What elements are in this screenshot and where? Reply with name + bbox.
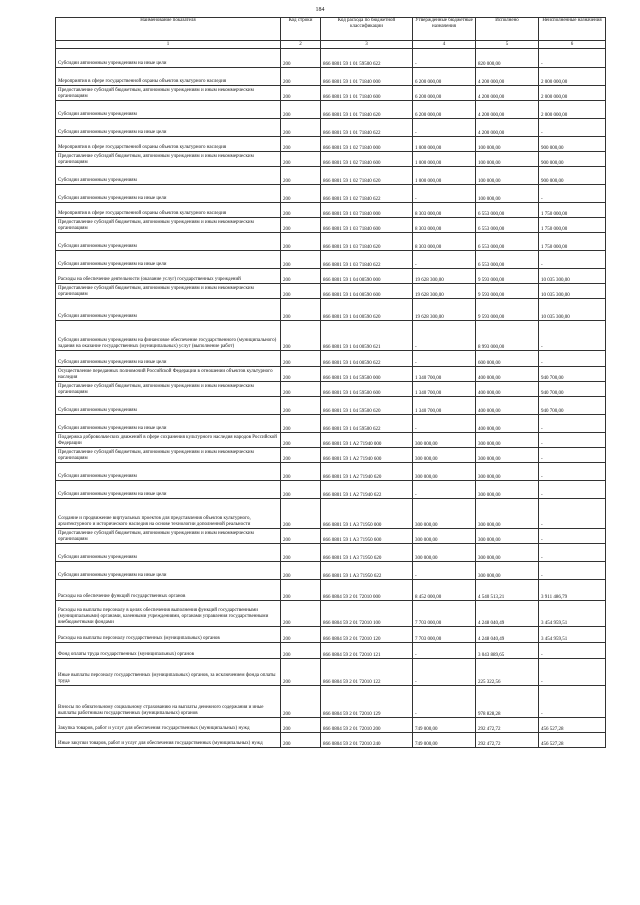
row-line-code: 200 <box>281 269 321 284</box>
row-executed: 9 593 000,00 <box>476 299 539 321</box>
row-approved: - <box>413 321 476 351</box>
row-name: Предоставление субсидий бюджетным, автономным учреждениям и иным некоммерческим организациям <box>56 448 281 463</box>
row-line-code: 200 <box>281 351 321 367</box>
row-budget-code: 866 0804 59 2 01 72010 100 <box>321 601 413 627</box>
row-executed: 6 553 000,00 <box>476 251 539 269</box>
row-unexecuted: - <box>539 351 606 367</box>
row-budget-code: 866 0801 59 1 03 71840 600 <box>321 218 413 233</box>
row-budget-code: 866 0801 59 1 A3 71950 622 <box>321 562 413 580</box>
row-name: Расходы на выплаты персоналу государственных (муниципальных) органов <box>56 627 281 643</box>
row-budget-code: 866 0801 59 1 04 59500 600 <box>321 382 413 397</box>
row-unexecuted: - <box>539 119 606 137</box>
row-budget-code: 866 0801 59 1 01 71840 620 <box>321 101 413 119</box>
row-approved: - <box>413 119 476 137</box>
row-line-code: 200 <box>281 415 321 433</box>
row-line-code: 200 <box>281 49 321 68</box>
row-unexecuted: 940 700,00 <box>539 397 606 415</box>
row-budget-code: 866 0801 59 1 A3 71950 620 <box>321 544 413 562</box>
row-unexecuted: - <box>539 448 606 463</box>
row-name: Фонд оплаты труда государственных (муниципальных) органов <box>56 643 281 659</box>
row-unexecuted: - <box>539 415 606 433</box>
header-budget-code: Код расхода по бюджетной классификации <box>321 18 413 41</box>
table-row <box>56 137 606 152</box>
row-name: Расходы на выплаты персоналу в целях обеспечения выполнения функций государственными (муниципальными) органами, казенными учреждениями, органами управления государственными внебюджетными фондами <box>56 601 281 627</box>
row-line-code: 200 <box>281 463 321 481</box>
row-approved: 1 000 000,00 <box>413 152 476 167</box>
table-row <box>56 499 606 529</box>
row-unexecuted: 10 035 300,00 <box>539 299 606 321</box>
row-budget-code: 866 0801 59 1 04 59500 622 <box>321 415 413 433</box>
table-row <box>56 233 606 251</box>
row-budget-code: 866 0801 59 1 03 71840 622 <box>321 251 413 269</box>
row-unexecuted: - <box>539 643 606 659</box>
row-budget-code: 866 0804 59 2 01 72010 129 <box>321 686 413 718</box>
row-executed: 300 000,00 <box>476 499 539 529</box>
row-budget-code: 866 0801 59 1 A2 71940 000 <box>321 433 413 448</box>
row-budget-code: 866 0801 59 1 A3 71950 600 <box>321 529 413 544</box>
row-approved: 19 628 300,00 <box>413 269 476 284</box>
column-number: 6 <box>539 41 606 49</box>
row-budget-code: 866 0801 59 1 A3 71950 000 <box>321 499 413 529</box>
row-name: Осуществление переданных полномочий Российской Федерации в отношении объектов культурного наследия <box>56 367 281 382</box>
row-budget-code: 866 0801 59 1 02 71840 600 <box>321 152 413 167</box>
row-budget-code: 866 0804 59 2 01 72010 240 <box>321 733 413 748</box>
row-approved: - <box>413 351 476 367</box>
row-unexecuted: - <box>539 686 606 718</box>
row-executed: 300 000,00 <box>476 448 539 463</box>
row-unexecuted: - <box>539 185 606 203</box>
row-line-code: 200 <box>281 284 321 299</box>
row-executed: 100 000,00 <box>476 167 539 185</box>
row-unexecuted: 3 454 959,51 <box>539 601 606 627</box>
header-row <box>56 18 606 41</box>
row-name: Расходы на обеспечение деятельности (оказание услуг) государственных учреждений <box>56 269 281 284</box>
row-line-code: 200 <box>281 433 321 448</box>
row-executed: 300 000,00 <box>476 463 539 481</box>
table-row <box>56 733 606 748</box>
row-name: Субсидии автономным учреждениям на иные цели <box>56 49 281 68</box>
row-budget-code: 866 0801 59 1 01 71840 622 <box>321 119 413 137</box>
page-number: 184 <box>315 7 325 13</box>
row-approved: 1 000 000,00 <box>413 167 476 185</box>
row-name: Субсидии автономным учреждениям <box>56 167 281 185</box>
row-budget-code: 866 0801 59 1 03 71840 000 <box>321 203 413 218</box>
row-approved: 300 000,00 <box>413 544 476 562</box>
row-name: Субсидии автономным учреждениям <box>56 397 281 415</box>
row-name: Предоставление субсидий бюджетным, автономным учреждениям и иным некоммерческим организациям <box>56 382 281 397</box>
row-executed: 6 553 000,00 <box>476 218 539 233</box>
row-unexecuted: 1 750 000,00 <box>539 218 606 233</box>
row-approved: - <box>413 659 476 686</box>
table-row <box>56 185 606 203</box>
row-line-code: 200 <box>281 137 321 152</box>
row-name: Предоставление субсидий бюджетным, автономным учреждениям и иным некоммерческим организациям <box>56 529 281 544</box>
table-row <box>56 481 606 499</box>
row-approved: 19 628 300,00 <box>413 299 476 321</box>
row-name: Взносы по обязательному социальному страхованию на выплаты денежного содержания и иные выплаты работникам государственных (муниципальных) органов <box>56 686 281 718</box>
row-name: Расходы на обеспечение функций государственных органов <box>56 580 281 601</box>
row-approved: - <box>413 562 476 580</box>
table-row <box>56 397 606 415</box>
row-line-code: 200 <box>281 643 321 659</box>
row-budget-code: 866 0801 59 1 A2 71940 600 <box>321 448 413 463</box>
row-budget-code: 866 0804 59 2 01 72010 120 <box>321 627 413 643</box>
row-unexecuted: 940 700,00 <box>539 382 606 397</box>
row-budget-code: 866 0801 59 1 A2 71940 620 <box>321 463 413 481</box>
row-unexecuted: 3 911 486,79 <box>539 580 606 601</box>
row-executed: 4 200 000,00 <box>476 68 539 86</box>
row-budget-code: 866 0801 59 1 04 00590 600 <box>321 284 413 299</box>
row-approved: 300 000,00 <box>413 448 476 463</box>
row-name: Закупка товаров, работ и услуг для обеспечения государственных (муниципальных) нужд <box>56 718 281 733</box>
row-executed: 292 472,72 <box>476 718 539 733</box>
row-approved: 8 452 000,00 <box>413 580 476 601</box>
row-approved: - <box>413 49 476 68</box>
row-unexecuted: 1 750 000,00 <box>539 203 606 218</box>
row-line-code: 200 <box>281 499 321 529</box>
row-unexecuted: - <box>539 659 606 686</box>
row-line-code: 200 <box>281 580 321 601</box>
row-unexecuted: 900 000,00 <box>539 152 606 167</box>
row-budget-code: 866 0801 59 1 04 59500 620 <box>321 397 413 415</box>
row-name: Субсидии автономным учреждениям на иные цели <box>56 251 281 269</box>
row-line-code: 200 <box>281 167 321 185</box>
row-unexecuted: 2 000 000,00 <box>539 101 606 119</box>
table-row <box>56 529 606 544</box>
row-name: Субсидии автономным учреждениям <box>56 101 281 119</box>
table-row <box>56 718 606 733</box>
table-row <box>56 68 606 86</box>
table-row <box>56 351 606 367</box>
row-budget-code: 866 0801 59 1 04 00590 621 <box>321 321 413 351</box>
table-row <box>56 382 606 397</box>
row-name: Субсидии автономным учреждениям <box>56 544 281 562</box>
table-row <box>56 299 606 321</box>
row-unexecuted: - <box>539 251 606 269</box>
row-executed: 6 553 000,00 <box>476 203 539 218</box>
row-name: Мероприятия в сфере государственной охраны объектов культурного наследия <box>56 203 281 218</box>
row-name: Субсидии автономным учреждениям на финансовое обеспечение государственного (муниципального) задания на оказание государственных (муниципальных) услуг (выполнение работ) <box>56 321 281 351</box>
header-approved: Утвержденные бюджетные назначения <box>413 18 476 41</box>
row-executed: 9 593 000,00 <box>476 269 539 284</box>
row-executed: 4 248 040,49 <box>476 601 539 627</box>
table-row <box>56 119 606 137</box>
row-approved: 1 340 700,00 <box>413 367 476 382</box>
row-line-code: 200 <box>281 367 321 382</box>
table-row <box>56 627 606 643</box>
table-row <box>56 580 606 601</box>
row-budget-code: 866 0804 59 2 01 72010 200 <box>321 718 413 733</box>
row-line-code: 200 <box>281 185 321 203</box>
row-name: Мероприятия в сфере государственной охраны объектов культурного наследия <box>56 68 281 86</box>
row-line-code: 200 <box>281 119 321 137</box>
row-line-code: 200 <box>281 481 321 499</box>
row-approved: 7 703 000,00 <box>413 627 476 643</box>
row-executed: 400 000,00 <box>476 415 539 433</box>
row-approved: - <box>413 415 476 433</box>
row-name: Субсидии автономным учреждениям на иные цели <box>56 351 281 367</box>
row-line-code: 200 <box>281 601 321 627</box>
row-budget-code: 866 0801 59 1 02 71840 620 <box>321 167 413 185</box>
table-row <box>56 203 606 218</box>
row-unexecuted: 2 000 000,00 <box>539 86 606 101</box>
header-line-code: Код строки <box>281 18 321 41</box>
row-executed: 300 000,00 <box>476 481 539 499</box>
table-row <box>56 167 606 185</box>
row-approved: - <box>413 251 476 269</box>
row-line-code: 200 <box>281 321 321 351</box>
table-row <box>56 433 606 448</box>
row-approved: 7 703 000,00 <box>413 601 476 627</box>
row-line-code: 200 <box>281 627 321 643</box>
row-budget-code: 866 0801 59 1 01 71840 600 <box>321 86 413 101</box>
row-budget-code: 866 0801 59 1 02 71840 000 <box>321 137 413 152</box>
row-line-code: 200 <box>281 529 321 544</box>
column-number: 4 <box>413 41 476 49</box>
row-approved: - <box>413 643 476 659</box>
row-executed: 100 000,00 <box>476 185 539 203</box>
row-unexecuted: - <box>539 49 606 68</box>
row-approved: 300 000,00 <box>413 433 476 448</box>
row-unexecuted: - <box>539 529 606 544</box>
row-approved: 8 303 000,00 <box>413 233 476 251</box>
row-executed: 300 000,00 <box>476 544 539 562</box>
row-budget-code: 866 0804 59 2 01 72010 000 <box>321 580 413 601</box>
row-approved: 6 200 000,00 <box>413 101 476 119</box>
row-approved: 300 000,00 <box>413 529 476 544</box>
row-approved: 300 000,00 <box>413 499 476 529</box>
row-line-code: 200 <box>281 68 321 86</box>
row-line-code: 200 <box>281 299 321 321</box>
row-approved: 1 340 700,00 <box>413 397 476 415</box>
table-row <box>56 152 606 167</box>
row-executed: 292 472,72 <box>476 733 539 748</box>
row-unexecuted: - <box>539 463 606 481</box>
row-unexecuted: 10 035 300,00 <box>539 284 606 299</box>
table-row <box>56 101 606 119</box>
row-unexecuted: 940 700,00 <box>539 367 606 382</box>
row-budget-code: 866 0801 59 1 04 00590 622 <box>321 351 413 367</box>
row-executed: 600 000,00 <box>476 351 539 367</box>
table-row <box>56 601 606 627</box>
row-name: Субсидии автономным учреждениям на иные цели <box>56 119 281 137</box>
row-approved: - <box>413 185 476 203</box>
table-row <box>56 463 606 481</box>
row-line-code: 200 <box>281 562 321 580</box>
row-approved: 1 000 000,00 <box>413 137 476 152</box>
row-line-code: 200 <box>281 152 321 167</box>
row-unexecuted: 1 750 000,00 <box>539 233 606 251</box>
column-number-row <box>56 41 606 49</box>
row-line-code: 200 <box>281 659 321 686</box>
row-unexecuted: - <box>539 499 606 529</box>
table-row <box>56 218 606 233</box>
row-unexecuted: - <box>539 562 606 580</box>
row-executed: 400 000,00 <box>476 367 539 382</box>
row-executed: 6 553 000,00 <box>476 233 539 251</box>
header-executed: Исполнено <box>476 18 539 41</box>
row-name: Предоставление субсидий бюджетным, автономным учреждениям и иным некоммерческим организациям <box>56 284 281 299</box>
row-executed: 4 200 000,00 <box>476 86 539 101</box>
row-line-code: 200 <box>281 448 321 463</box>
row-approved: 300 000,00 <box>413 463 476 481</box>
row-name: Предоставление субсидий бюджетным, автономным учреждениям и иным некоммерческим организациям <box>56 218 281 233</box>
row-budget-code: 866 0801 59 1 04 00590 000 <box>321 269 413 284</box>
row-approved: 6 200 000,00 <box>413 86 476 101</box>
table-row <box>56 269 606 284</box>
table-body <box>56 49 606 748</box>
row-name: Поддержка добровольческих движений в сфере сохранения культурного наследия народов Российской Федерации <box>56 433 281 448</box>
table-row <box>56 562 606 580</box>
row-executed: 978 828,28 <box>476 686 539 718</box>
table-row <box>56 643 606 659</box>
row-name: Субсидии автономным учреждениям на иные цели <box>56 562 281 580</box>
row-executed: 820 000,00 <box>476 49 539 68</box>
row-unexecuted: 10 035 300,00 <box>539 269 606 284</box>
row-unexecuted: 900 000,00 <box>539 137 606 152</box>
row-executed: 100 000,00 <box>476 152 539 167</box>
column-number: 3 <box>321 41 413 49</box>
row-budget-code: 866 0801 59 1 03 71840 620 <box>321 233 413 251</box>
row-unexecuted: 900 000,00 <box>539 167 606 185</box>
row-approved: 19 628 300,00 <box>413 284 476 299</box>
row-line-code: 200 <box>281 86 321 101</box>
row-approved: 749 000,00 <box>413 733 476 748</box>
row-executed: 300 000,00 <box>476 433 539 448</box>
table-row <box>56 686 606 718</box>
row-executed: 100 000,00 <box>476 137 539 152</box>
row-unexecuted: - <box>539 321 606 351</box>
row-budget-code: 866 0801 59 1 04 00590 620 <box>321 299 413 321</box>
budget-execution-table <box>55 17 606 748</box>
row-unexecuted: 456 527,28 <box>539 733 606 748</box>
row-name: Мероприятия в сфере государственной охраны объектов культурного наследия <box>56 137 281 152</box>
table-row <box>56 251 606 269</box>
table-row <box>56 284 606 299</box>
row-budget-code: 866 0804 59 2 01 72010 122 <box>321 659 413 686</box>
row-line-code: 200 <box>281 203 321 218</box>
row-unexecuted: - <box>539 481 606 499</box>
row-budget-code: 866 0801 59 1 02 71840 622 <box>321 185 413 203</box>
row-budget-code: 866 0801 59 1 01 59500 622 <box>321 49 413 68</box>
table-row <box>56 367 606 382</box>
row-executed: 4 248 040,49 <box>476 627 539 643</box>
header-indicator-name: Наименование показателя <box>56 18 281 41</box>
row-budget-code: 866 0801 59 1 04 59500 000 <box>321 367 413 382</box>
column-number: 1 <box>56 41 281 49</box>
row-approved: 1 340 700,00 <box>413 382 476 397</box>
table-row <box>56 321 606 351</box>
row-approved: 8 303 000,00 <box>413 203 476 218</box>
row-executed: 8 993 000,00 <box>476 321 539 351</box>
row-unexecuted: - <box>539 433 606 448</box>
table-row <box>56 544 606 562</box>
row-budget-code: 866 0804 59 2 01 72010 121 <box>321 643 413 659</box>
row-line-code: 200 <box>281 101 321 119</box>
row-name: Субсидии автономным учреждениям на иные цели <box>56 415 281 433</box>
row-name: Субсидии автономным учреждениям на иные цели <box>56 185 281 203</box>
table-row <box>56 49 606 68</box>
row-approved: 749 000,00 <box>413 718 476 733</box>
row-executed: 4 200 000,00 <box>476 101 539 119</box>
row-name: Предоставление субсидий бюджетным, автономным учреждениям и иным некоммерческим организациям <box>56 152 281 167</box>
row-executed: 300 000,00 <box>476 562 539 580</box>
column-number: 2 <box>281 41 321 49</box>
row-name: Субсидии автономным учреждениям <box>56 233 281 251</box>
row-executed: 4 540 513,21 <box>476 580 539 601</box>
row-line-code: 200 <box>281 382 321 397</box>
row-executed: 300 000,00 <box>476 529 539 544</box>
row-budget-code: 866 0801 59 1 A2 71940 622 <box>321 481 413 499</box>
column-number: 5 <box>476 41 539 49</box>
row-name: Иные закупки товаров, работ и услуг для обеспечения государственных (муниципальных) нужд <box>56 733 281 748</box>
row-executed: 225 322,56 <box>476 659 539 686</box>
row-unexecuted: 456 527,28 <box>539 718 606 733</box>
row-executed: 3 043 889,65 <box>476 643 539 659</box>
row-executed: 4 200 000,00 <box>476 119 539 137</box>
table-row <box>56 86 606 101</box>
row-unexecuted: 2 000 000,00 <box>539 68 606 86</box>
table-row <box>56 448 606 463</box>
row-approved: 8 303 000,00 <box>413 218 476 233</box>
row-executed: 9 593 000,00 <box>476 284 539 299</box>
row-approved: 6 200 000,00 <box>413 68 476 86</box>
row-approved: - <box>413 481 476 499</box>
row-name: Субсидии автономным учреждениям <box>56 463 281 481</box>
row-executed: 400 000,00 <box>476 382 539 397</box>
row-executed: 400 000,00 <box>476 397 539 415</box>
row-line-code: 200 <box>281 397 321 415</box>
table-row <box>56 659 606 686</box>
row-name: Субсидии автономным учреждениям на иные цели <box>56 481 281 499</box>
row-unexecuted: - <box>539 544 606 562</box>
row-line-code: 200 <box>281 218 321 233</box>
table-row <box>56 415 606 433</box>
row-unexecuted: 3 454 959,51 <box>539 627 606 643</box>
row-line-code: 200 <box>281 251 321 269</box>
row-name: Иные выплаты персоналу государственных (муниципальных) органов, за исключением фонда оплаты труда <box>56 659 281 686</box>
header-unexecuted: Неисполненные назначения <box>539 18 606 41</box>
row-line-code: 200 <box>281 544 321 562</box>
row-budget-code: 866 0801 59 1 01 71840 000 <box>321 68 413 86</box>
row-approved: - <box>413 686 476 718</box>
row-line-code: 200 <box>281 233 321 251</box>
row-line-code: 200 <box>281 718 321 733</box>
row-line-code: 200 <box>281 686 321 718</box>
row-line-code: 200 <box>281 733 321 748</box>
row-name: Предоставление субсидий бюджетным, автономным учреждениям и иным некоммерческим организациям <box>56 86 281 101</box>
row-name: Создание и продвижение виртуальных проектов для представления объектов культурного, архитектурного и исторического наследия на основе технологии дополненной реальности <box>56 499 281 529</box>
row-name: Субсидии автономным учреждениям <box>56 299 281 321</box>
